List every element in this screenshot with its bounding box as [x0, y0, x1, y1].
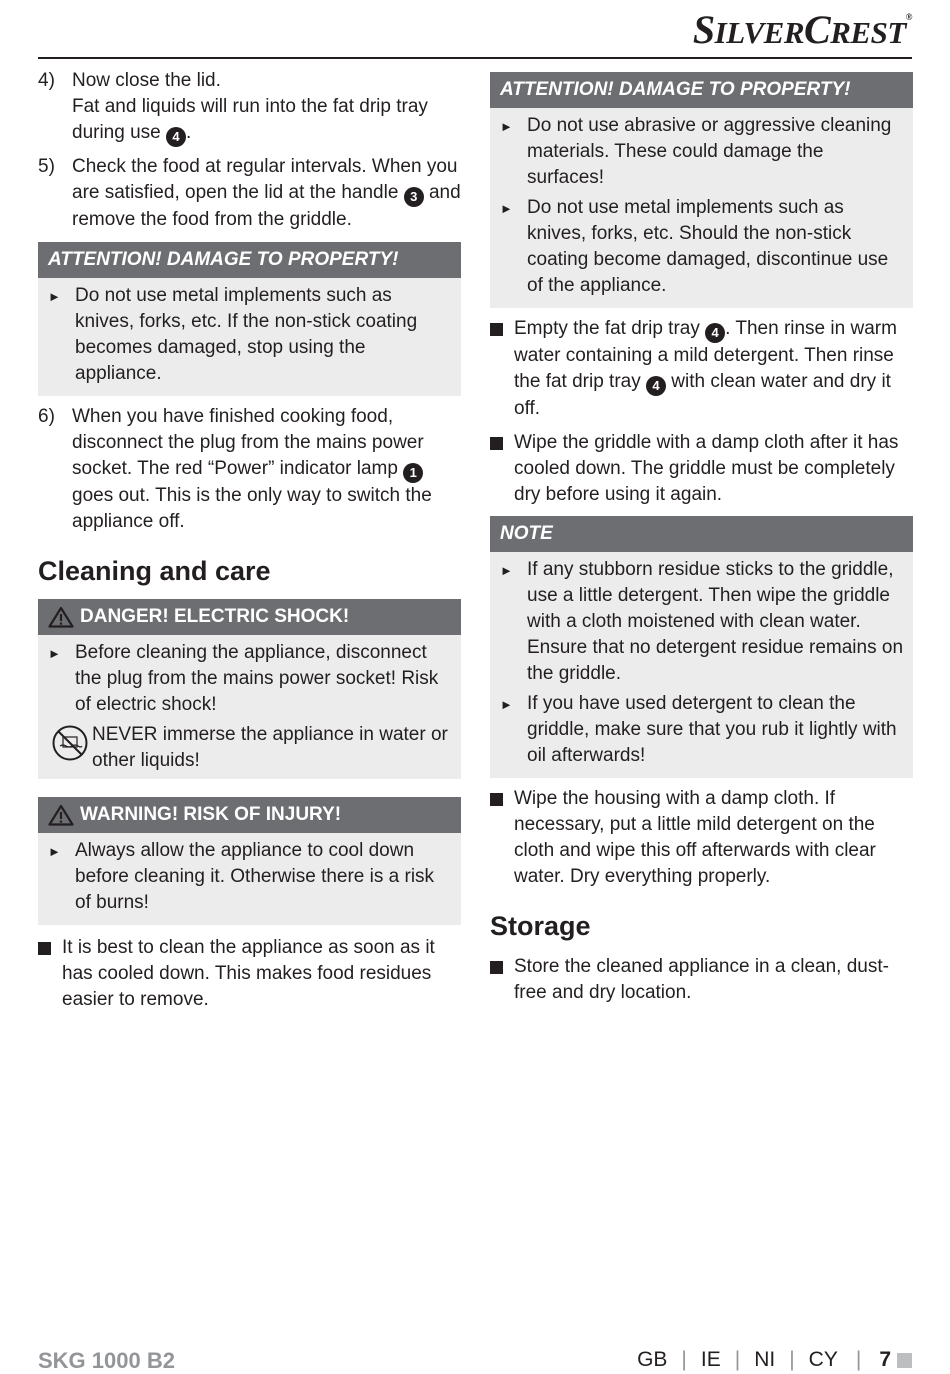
part-ref-4: 4	[705, 323, 725, 343]
section-heading-cleaning: Cleaning and care	[38, 556, 271, 586]
step-4: 4) Now close the lid. Fat and liquids will run into the fat drip tray during use 4 .	[38, 68, 461, 147]
list-item: ► Before cleaning the appliance, disconnect the plug from the mains power socket! Risk of electric shock!	[48, 640, 451, 718]
bullet-item: Wipe the housing with a damp cloth. If necessary, put a little mild detergent on the cloth and wipe this off afterwards with clear water. Dry everything properly.	[490, 786, 913, 890]
list-item: ► If you have used detergent to clean the griddle, make sure that you rub it lightly with oil afterwards!	[500, 691, 903, 769]
bullet-item: Store the cleaned appliance in a clean, dust-free and dry location.	[490, 954, 913, 1006]
header-rule	[38, 57, 912, 59]
list-item: ► Always allow the appliance to cool down before cleaning it. Otherwise there is a risk of burns!	[48, 838, 451, 916]
warning-triangle-icon	[48, 606, 74, 628]
footer-right	[637, 1348, 912, 1372]
attention-box	[490, 72, 913, 308]
step-6: 6) When you have finished cooking food, disconnect the plug from the mains power socket. The red “Power” indicator lamp 1 goes out. This is the only way to switch the appliance off.	[38, 406, 432, 532]
danger-box	[38, 599, 461, 779]
part-ref-1: 1	[403, 463, 423, 483]
section-heading-storage: Storage	[490, 911, 591, 941]
lang-gb: GB	[637, 1348, 668, 1371]
note-box	[490, 516, 913, 778]
part-ref-4: 4	[166, 127, 186, 147]
list-item: ► Do not use metal implements such as knives, forks, etc. Should the non-stick coating become damaged, discontinue use of the appliance.	[500, 195, 903, 299]
attention-title: ATTENTION! DAMAGE TO PROPERTY!	[490, 72, 913, 108]
lang-ie: IE	[700, 1348, 721, 1371]
bullet-item: It is best to clean the appliance as soon as it has cooled down. This makes food residues easier to remove.	[38, 935, 461, 1013]
arrow-icon: ►	[500, 563, 513, 578]
bullet-item: Wipe the griddle with a damp cloth after it has cooled down. The griddle must be completely dry before using it again.	[490, 430, 913, 508]
list-item: ► If any stubborn residue sticks to the griddle, use a little detergent. Then wipe the griddle with a cloth moistened with clean water. Ensure that no detergent residue remains on the griddle.	[500, 557, 903, 687]
arrow-icon: ►	[48, 289, 61, 304]
warning-triangle-icon	[48, 804, 74, 826]
square-bullet-icon	[490, 961, 503, 974]
arrow-icon: ►	[500, 201, 513, 216]
right-column	[490, 72, 913, 1014]
attention-box	[38, 242, 461, 396]
lang-ni: NI	[754, 1348, 776, 1371]
square-bullet-icon	[490, 793, 503, 806]
no-water-warning: NEVER immerse the appliance in water or other liquids!	[48, 722, 451, 774]
lang-cy: CY	[808, 1348, 838, 1371]
no-immersion-icon	[48, 724, 92, 762]
danger-title: DANGER! ELECTRIC SHOCK!	[80, 606, 350, 627]
part-ref-4: 4	[646, 376, 666, 396]
warning-box	[38, 797, 461, 925]
attention-title: ATTENTION! DAMAGE TO PROPERTY!	[38, 242, 461, 278]
step-5: 5) Check the food at regular intervals. When you are satisfied, open the lid at the handle 3 and remove the food from the griddle.	[38, 156, 461, 230]
square-bullet-icon	[490, 437, 503, 450]
square-bullet-icon	[490, 323, 503, 336]
brand-logo: SILVERCREST®	[692, 7, 912, 52]
arrow-icon: ►	[48, 844, 61, 859]
page-number: 7	[879, 1348, 891, 1371]
warning-title: WARNING! RISK OF INJURY!	[80, 804, 342, 825]
separator: |	[681, 1348, 687, 1371]
arrow-icon: ►	[48, 646, 61, 661]
separator: |	[734, 1348, 741, 1371]
note-title: NOTE	[490, 516, 913, 552]
arrow-icon: ►	[500, 697, 513, 712]
bullet-item: Empty the fat drip tray 4 . Then rinse in warm water containing a mild detergent. Then rinse the fat drip tray 4 with clean water and dry it off.	[490, 316, 913, 422]
page-marker-icon	[897, 1353, 912, 1368]
arrow-icon: ►	[500, 119, 513, 134]
model-number: SKG 1000 B2	[38, 1348, 175, 1373]
list-item: ► Do not use metal implements such as knives, forks, etc. If the non-stick coating becomes damaged, stop using the appliance.	[48, 283, 451, 387]
separator: |	[855, 1348, 862, 1371]
separator: |	[789, 1348, 795, 1371]
part-ref-3: 3	[404, 187, 424, 207]
left-column	[38, 68, 461, 1021]
list-item: ► Do not use abrasive or aggressive cleaning materials. These could damage the surfaces!	[500, 113, 903, 191]
square-bullet-icon	[38, 942, 51, 955]
